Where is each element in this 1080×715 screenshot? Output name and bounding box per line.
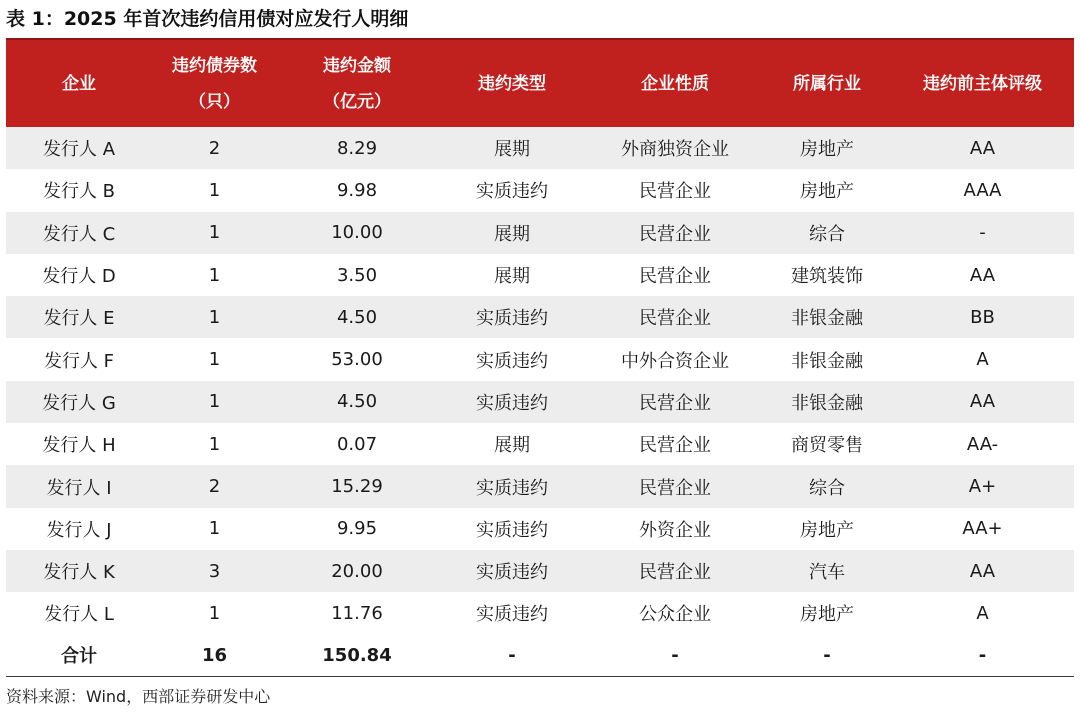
header-default-type-label: 违约类型 [478,73,546,94]
table-row [6,127,1074,169]
cell-default-type: 实质违约 [476,519,548,541]
cell-company: 发行人 I [46,477,112,499]
cell-default-amount: 8.29 [336,137,378,159]
cell-default-type: 实质违约 [476,604,548,626]
cell-default-type: 实质违约 [476,181,548,203]
cell-ownership-type: 外资企业 [639,519,711,541]
table-row [6,423,1074,465]
total-cell-industry: - [763,635,891,677]
cell-default-type: 展期 [494,266,530,288]
table-row [6,296,1074,338]
table-row [6,465,1074,507]
cell-rating: - [979,222,986,244]
cell-default-amount: 4.50 [336,306,378,328]
cell-default-type: 展期 [494,223,530,245]
cell-default-amount: 9.95 [336,518,378,540]
header-industry [763,39,891,127]
table-row [6,338,1074,380]
cell-default-type: 展期 [494,139,530,161]
cell-industry: 非银金融 [791,392,863,414]
table-row [6,592,1074,634]
cell-company: 发行人 C [42,223,116,245]
cell-default-amount: 10.00 [331,222,383,244]
cell-default-amount: 15.29 [331,476,383,498]
cell-bond-count: 1 [208,179,221,201]
cell-default-amount: 3.50 [336,264,378,286]
cell-ownership-type: 民营企业 [639,223,711,245]
cell-bond-count: 1 [208,349,221,371]
cell-industry: 综合 [809,477,845,499]
cell-industry: 非银金融 [791,308,863,330]
cell-ownership-type: 公众企业 [639,604,711,626]
cell-bond-count: 2 [208,476,221,498]
table-body [6,127,1074,677]
cell-ownership-type: 民营企业 [639,392,711,414]
cell-company: 发行人 D [42,266,116,288]
cell-ownership-type: 民营企业 [639,181,711,203]
cell-industry: 非银金融 [791,350,863,372]
cell-company: 发行人 H [42,435,116,457]
total-row [6,635,1074,677]
cell-industry: 商贸零售 [791,435,863,457]
total-cell-company: 合计 [6,635,152,677]
cell-bond-count: 1 [208,433,221,455]
cell-default-amount: 9.98 [336,179,378,201]
header-ownership-type-label: 企业性质 [641,73,709,94]
table-row [6,169,1074,211]
header-bond-count-unit: （只） [189,91,240,112]
cell-bond-count: 1 [208,602,221,624]
header-default-amount-label: 违约金额 [323,55,391,76]
cell-industry: 综合 [809,223,845,245]
header-ownership-type [587,39,763,127]
table-header-row [6,39,1074,127]
header-pre-default-rating-label: 违约前主体评级 [923,73,1042,94]
total-cell-bond-count: 16 [152,635,277,677]
cell-rating: A [976,349,989,371]
cell-rating: AAA [963,179,1002,201]
cell-industry: 汽车 [809,562,845,584]
cell-default-amount: 20.00 [331,560,383,582]
table-row [6,254,1074,296]
cell-company: 发行人 K [43,562,115,584]
cell-industry: 房地产 [800,139,854,161]
header-default-amount [277,39,437,127]
cell-default-type: 实质违约 [476,562,548,584]
table-row [6,212,1074,254]
header-industry-label: 所属行业 [793,73,861,94]
cell-rating: AA+ [962,518,1003,540]
cell-default-type: 展期 [494,435,530,457]
cell-industry: 房地产 [800,519,854,541]
cell-ownership-type: 民营企业 [639,266,711,288]
cell-company: 发行人 A [42,139,116,161]
table-title: 表 1：2025 年首次违约信用债对应发行人明细 [6,8,409,30]
cell-default-amount: 4.50 [336,391,378,413]
cell-bond-count: 1 [208,391,221,413]
cell-company: 发行人 E [43,308,115,330]
cell-ownership-type: 民营企业 [639,308,711,330]
cell-company: 发行人 J [46,519,112,541]
cell-bond-count: 1 [208,264,221,286]
cell-bond-count: 1 [208,306,221,328]
cell-company: 发行人 L [44,604,114,626]
cell-industry: 房地产 [800,181,854,203]
cell-bond-count: 1 [208,518,221,540]
total-cell-default-amount: 150.84 [277,635,437,677]
cell-rating: A [976,602,989,624]
cell-rating: BB [970,306,995,328]
cell-default-type: 实质违约 [476,350,548,372]
header-company-label: 企业 [62,73,96,94]
cell-company: 发行人 G [42,392,116,414]
header-bond-count-label: 违约债券数 [172,55,257,76]
cell-default-type: 实质违约 [476,392,548,414]
header-company [6,39,152,127]
total-cell-rating: - [891,635,1074,677]
cell-ownership-type: 民营企业 [639,435,711,457]
cell-rating: AA [969,391,996,413]
cell-default-type: 实质违约 [476,477,548,499]
source-note: 资料来源：Wind，西部证券研发中心 [6,687,271,706]
cell-rating: AA [969,560,996,582]
table-row [6,508,1074,550]
cell-rating: AA- [966,433,999,455]
cell-ownership-type: 民营企业 [639,477,711,499]
cell-company: 发行人 F [43,350,115,372]
cell-bond-count: 3 [208,560,221,582]
cell-rating: A+ [968,476,997,498]
header-default-amount-unit: （亿元） [323,91,391,112]
cell-industry: 建筑装饰 [791,266,863,288]
cell-rating: AA [969,137,996,159]
cell-ownership-type: 中外合资企业 [621,350,729,372]
table-row [6,381,1074,423]
cell-default-type: 实质违约 [476,308,548,330]
total-cell-ownership-type: - [587,635,763,677]
cell-default-amount: 0.07 [336,433,378,455]
total-cell-default-type: - [437,635,587,677]
header-bond-count [152,39,277,127]
cell-bond-count: 1 [208,222,221,244]
cell-company: 发行人 B [42,181,116,203]
cell-ownership-type: 外商独资企业 [621,139,729,161]
cell-default-amount: 53.00 [331,349,383,371]
default-issuer-table [6,38,1074,677]
header-default-type [437,39,587,127]
cell-industry: 房地产 [800,604,854,626]
table-row [6,550,1074,592]
header-pre-default-rating [891,39,1074,127]
cell-ownership-type: 民营企业 [639,562,711,584]
cell-rating: AA [969,264,996,286]
cell-bond-count: 2 [208,137,221,159]
cell-default-amount: 11.76 [331,602,383,624]
